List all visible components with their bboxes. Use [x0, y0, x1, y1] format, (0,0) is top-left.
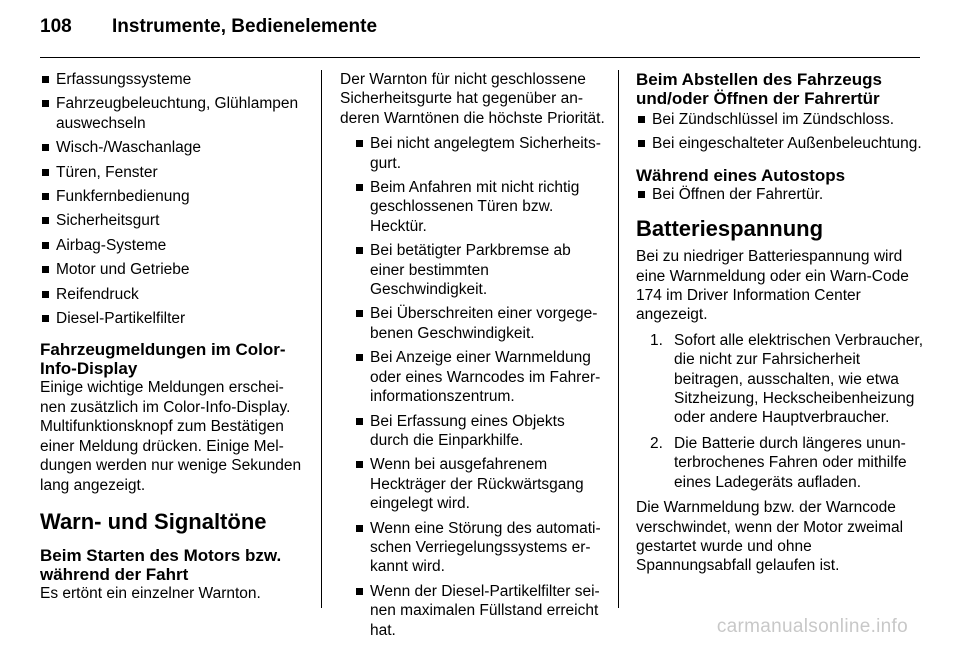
list-item: Wenn bei ausgefahrenem Heckträger der Rückwärtsgang eingelegt wird. [340, 455, 606, 513]
list-item: Motor und Getriebe [40, 260, 302, 279]
step-number: 2. [650, 434, 663, 452]
list-item: Fahrzeugbeleuchtung, Glühlampen auswechseln [40, 94, 302, 133]
list-warning-conditions [340, 134, 606, 640]
list-item: Bei betätigter Parkbremse ab einer bestimmten Geschwindigkeit. [340, 241, 606, 299]
list-autostop [636, 185, 926, 204]
column-2 [340, 70, 606, 645]
heading-warn-signal-tones: Warn- und Signaltöne [40, 508, 267, 534]
list-item: Bei eingeschalteter Außenbeleuchtung. [636, 134, 926, 153]
paragraph-single-tone: Es ertönt ein einzelner Warnton. [40, 584, 261, 602]
list-item: Wisch-/Waschanlage [40, 138, 302, 157]
paragraph-color-info: Einige wichtige Meldungen erscheinen zusätzlich im Color-Info-Display. Multifunktionsknopf zum Bestätigen einer Meldung drücken. Einige Meldungen werden nur wenige Sekunden lang angezeigt. [40, 379, 302, 494]
list-item: Wenn eine Störung des automatischen Verriegelungssystems erkannt wird. [340, 519, 606, 577]
list-item: Funkfernbedienung [40, 187, 302, 206]
list-item [636, 434, 926, 492]
column-divider [618, 70, 619, 608]
list-item: Reifendruck [40, 285, 302, 304]
watermark: carmanualsonline.info [716, 616, 908, 637]
list-item: Bei Erfassung eines Objekts durch die Einparkhilfe. [340, 412, 606, 451]
heading-vehicle-stop: Beim Abstellen des Fahrzeugs und/oder Öffnen der Fahrertür [636, 70, 882, 108]
heading-color-info-display: Fahrzeugmeldungen im Color-Info-Display [40, 340, 286, 379]
step-text: Sofort alle elektrischen Verbraucher, die nicht zur Fahrsicherheit beitragen, ausschalten, wie etwa Sitzheizung, Heckscheibenheizung oder andere Hauptverbraucher. [674, 331, 923, 427]
list-stop-conditions [636, 110, 926, 154]
column-divider [321, 70, 322, 608]
list-item: Diesel-Partikelfilter [40, 309, 302, 328]
heading-battery-voltage: Batteriespannung [636, 216, 824, 242]
subheading-engine-start: Beim Starten des Motors bzw. während der Fahrt [40, 545, 282, 584]
header-rule [40, 57, 920, 58]
list-item: Erfassungssysteme [40, 70, 302, 89]
page-number: 108 [40, 16, 72, 37]
step-text: Die Batterie durch längeres ununterbrochenes Fahren oder mithilfe eines Ladegeräts aufladen. [674, 434, 907, 491]
list-item: Türen, Fenster [40, 163, 302, 182]
list-item: Sicherheitsgurt [40, 211, 302, 230]
list-item: Bei Überschreiten einer vorgegebenen Geschwindigkeit. [340, 304, 606, 343]
heading-autostop: Während eines Autostops [636, 165, 846, 185]
list-item: Airbag-Systeme [40, 236, 302, 255]
column-3 [636, 70, 926, 580]
list-systems [40, 70, 302, 328]
list-item: Bei Anzeige einer Warnmeldung oder eines Warncodes im Fahrerinformationszentrum. [340, 348, 606, 406]
paragraph-battery-warning: Bei zu niedriger Batteriespannung wird eine Warnmeldung oder ein Warn-Code 174 im Driver Information Center angezeigt. [636, 248, 909, 324]
list-item: Beim Anfahren mit nicht richtig geschlossenen Türen bzw. Hecktür. [340, 178, 606, 236]
list-item: Bei Zündschlüssel im Zündschloss. [636, 110, 926, 129]
list-item: Bei Öffnen der Fahrertür. [636, 185, 926, 204]
list-battery-steps [636, 331, 926, 492]
page-header [40, 10, 377, 44]
page-title: Instrumente, Bedienelemente [112, 16, 378, 37]
step-number: 1. [650, 331, 663, 349]
list-item: Bei nicht angelegtem Sicherheitsgurt. [340, 134, 606, 173]
column-1 [40, 70, 302, 607]
list-item [636, 331, 926, 428]
paragraph-warning-disappears: Die Warnmeldung bzw. der Warncode verschwindet, wenn der Motor zweimal gestartet wurde und ohne Spannungsabfall gelaufen ist. [636, 499, 904, 575]
paragraph-seatbelt-priority: Der Warnton für nicht geschlossene Sicherheitsgurte hat gegenüber anderen Warntönen die höchste Priorität. [340, 71, 605, 127]
list-item: Wenn der Diesel-Partikelfilter seinen maximalen Füllstand erreicht hat. [340, 582, 606, 640]
